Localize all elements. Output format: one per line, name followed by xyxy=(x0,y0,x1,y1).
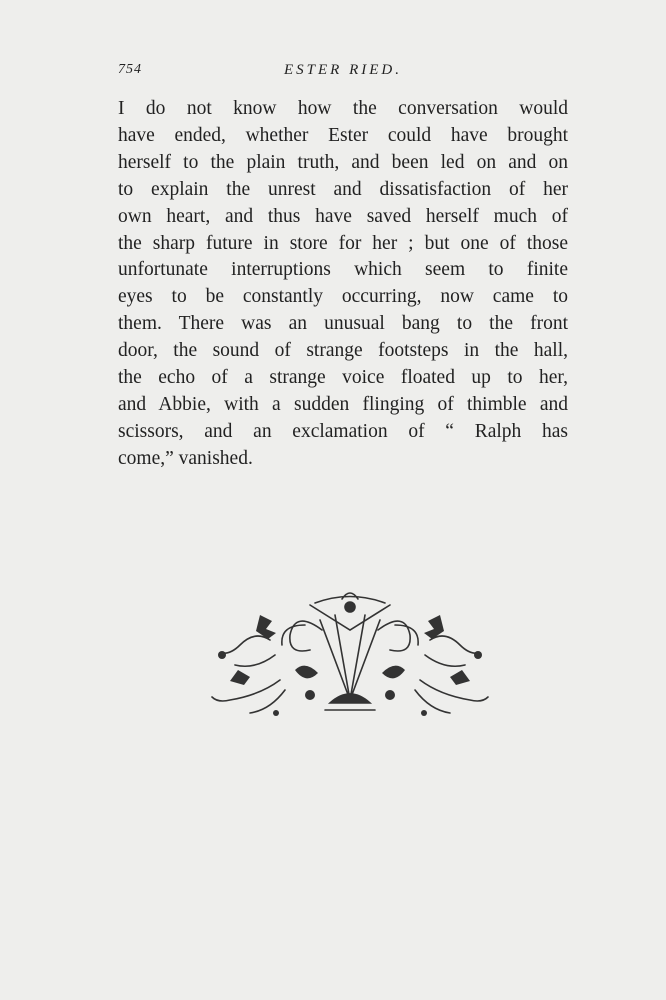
text-line: door, the sound of strange footsteps in the hall, xyxy=(118,340,568,362)
text-line: them. There was an unusual bang to the front xyxy=(118,313,568,335)
text-line: come,” vanished. xyxy=(118,447,253,469)
body-paragraph xyxy=(118,96,568,473)
text-line: own heart, and thus have saved herself much of xyxy=(118,205,568,227)
text-line: unfortunate interruptions which seem to finite xyxy=(118,259,568,281)
text-line: the echo of a strange voice floated up to her, xyxy=(118,367,568,389)
running-head: ESTER RIED. xyxy=(284,62,402,78)
text-line: to explain the unrest and dissatisfaction of her xyxy=(118,178,568,200)
text-line: the sharp future in store for her ; but one of those xyxy=(118,232,568,254)
page-number: 754 xyxy=(118,62,142,77)
text-line: have ended, whether Ester could have brought xyxy=(118,124,568,146)
text-line: I do not know how the conversation would xyxy=(118,98,568,119)
text-line: scissors, and an exclamation of “ Ralph has xyxy=(118,420,568,442)
page-header xyxy=(118,62,568,86)
text-line: herself to the plain truth, and been led on and on xyxy=(118,151,568,173)
floral-tailpiece-icon xyxy=(210,585,490,725)
text-line: eyes to be constantly occurring, now came to xyxy=(118,286,568,308)
text-line: and Abbie, with a sudden flinging of thimble and xyxy=(118,393,568,415)
